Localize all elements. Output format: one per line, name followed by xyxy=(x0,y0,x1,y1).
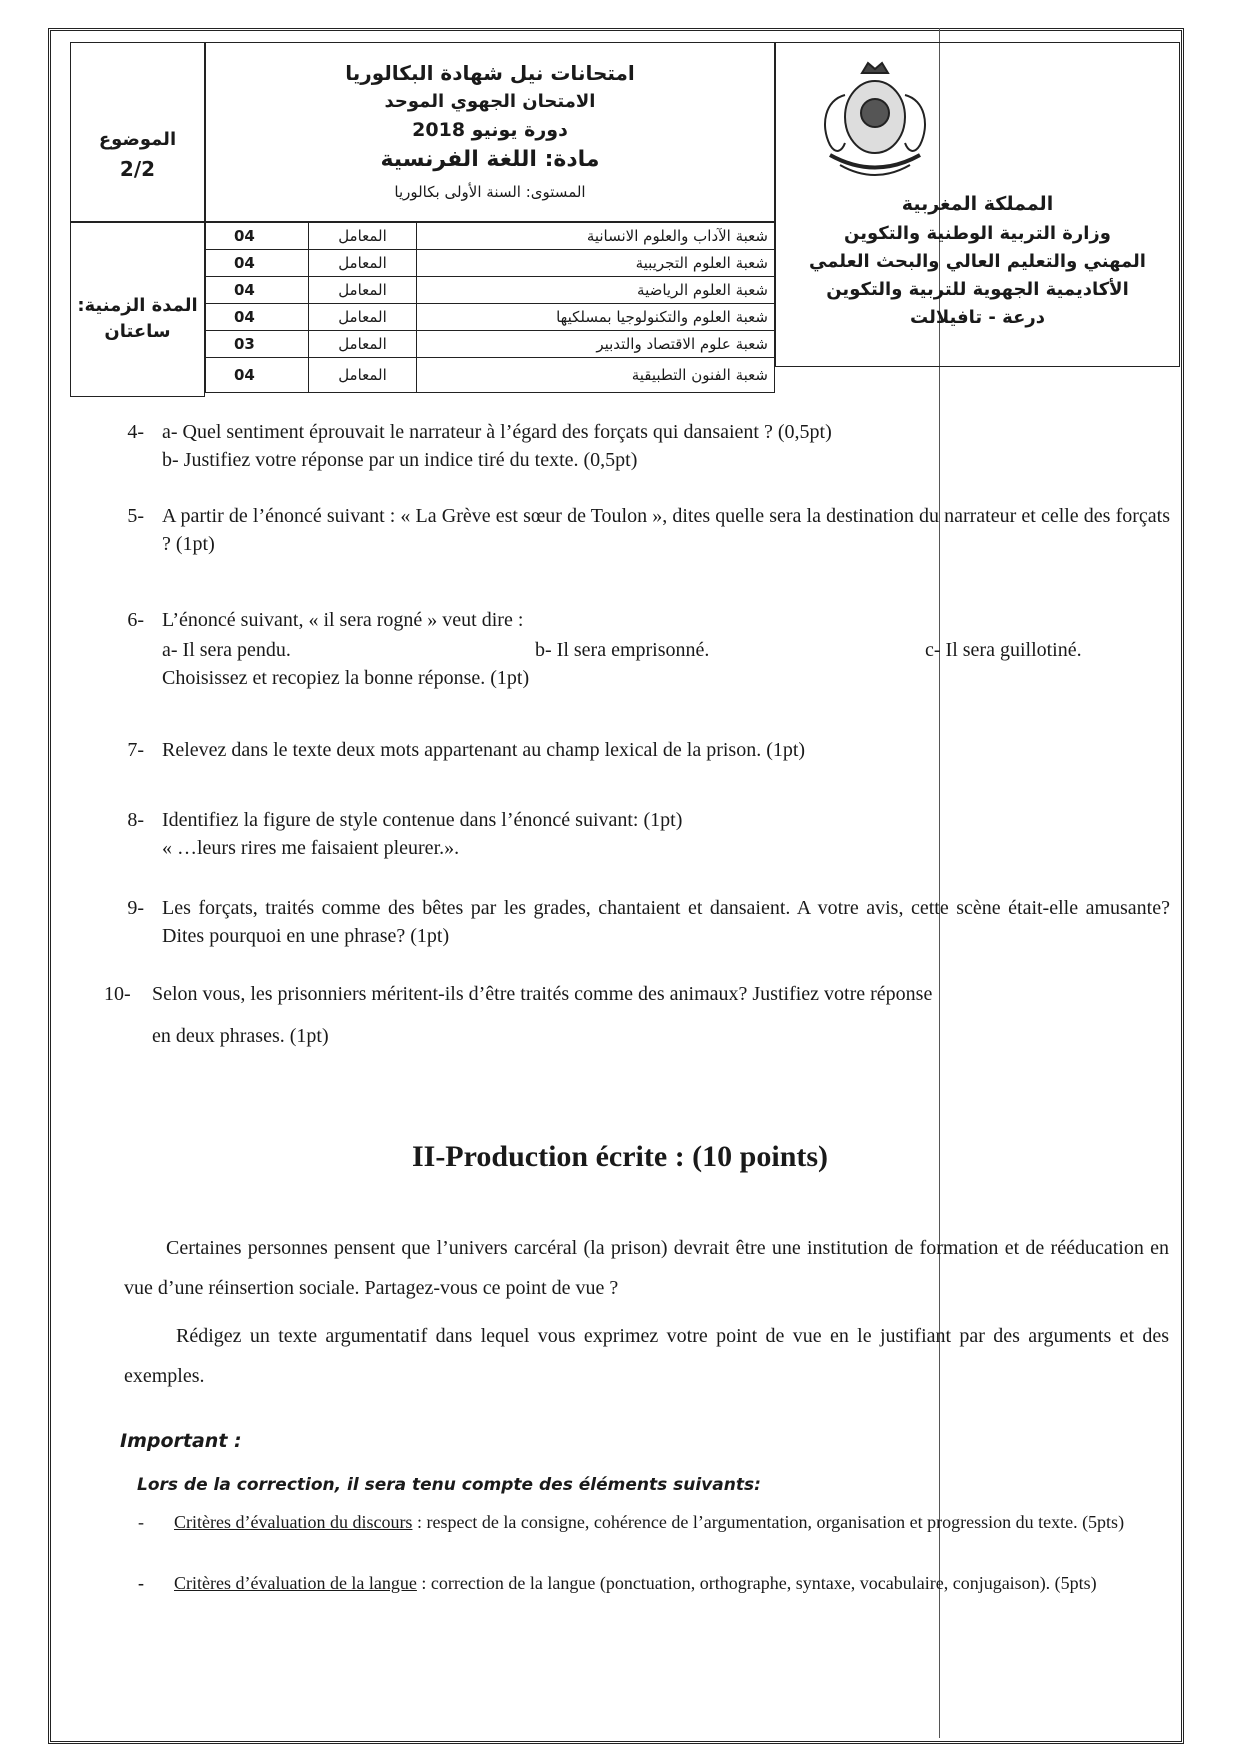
branch-name: شعبة العلوم التجريبية xyxy=(417,250,775,277)
question-5 xyxy=(0,502,1240,562)
question-text: Relevez dans le texte deux mots appartenant au champ lexical de la prison. (1pt) xyxy=(162,739,806,761)
table-row xyxy=(206,277,775,304)
exam-title-line: الامتحان الجهوي الموحد xyxy=(384,91,596,112)
subject-label: الموضوع xyxy=(98,129,177,150)
question-7 xyxy=(0,736,1240,766)
coef-value: 03 xyxy=(206,331,309,358)
org-line: المملكة المغربية xyxy=(901,193,1054,215)
branch-name: شعبة العلوم الرياضية xyxy=(417,277,775,304)
duration-value: ساعتان xyxy=(104,321,171,342)
important-title: Important : xyxy=(120,1430,242,1452)
coef-value: 04 xyxy=(206,250,309,277)
coef-label: المعامل xyxy=(309,331,417,358)
duration-box xyxy=(70,222,205,397)
question-text: A partir de l’énoncé suivant : « La Grève est sœur de Toulon », dites quelle sera la destination du narrateur et celle des forçats ? (1pt) xyxy=(162,505,1170,555)
production-paragraph: Certaines personnes pensent que l’univers carcéral (la prison) devrait être une institution de formation et de rééducation en vue d’une réinsertion sociale. Partagez-vous ce point de vue ? xyxy=(124,1237,1169,1299)
table-row xyxy=(206,304,775,331)
branch-name: شعبة علوم الاقتصاد والتدبير xyxy=(417,331,775,358)
criteria-text: : respect de la consigne, cohérence de l’argumentation, organisation et progression du texte. (5pts) xyxy=(412,1512,1125,1532)
question-instruction: Choisissez et recopiez la bonne réponse. (1pt) xyxy=(162,667,530,689)
question-number: 4- xyxy=(127,421,144,443)
production-instruction: Rédigez un texte argumentatif dans lequel vous exprimez votre point de vue en le justifiant par des arguments et des exemples. xyxy=(124,1325,1169,1387)
coef-value: 04 xyxy=(206,277,309,304)
org-line: الأكاديمية الجهوية للتربية والتكوين xyxy=(826,279,1129,300)
question-number: 10- xyxy=(104,983,131,1005)
option-a: a- Il sera pendu. xyxy=(162,639,291,661)
option-b: b- Il sera emprisonné. xyxy=(535,639,710,661)
org-line: وزارة التربية الوطنية والتكوين xyxy=(844,223,1111,244)
coef-value: 04 xyxy=(206,304,309,331)
question-4 xyxy=(0,418,1240,478)
coef-label: المعامل xyxy=(309,277,417,304)
question-text: en deux phrases. (1pt) xyxy=(152,1025,329,1047)
coef-label: المعامل xyxy=(309,358,417,393)
question-text: a- Quel sentiment éprouvait le narrateur à l’égard des forçats qui dansaient ? (0,5pt) xyxy=(162,421,832,443)
question-number: 6- xyxy=(127,609,144,631)
important-subtitle: Lors de la correction, il sera tenu compte des éléments suivants: xyxy=(137,1475,761,1495)
question-number: 5- xyxy=(127,505,144,527)
branch-name: شعبة الفنون التطبيقية xyxy=(417,358,775,393)
org-line: درعة - تافيلالت xyxy=(910,307,1045,328)
exam-subject: مادة: اللغة الفرنسية xyxy=(380,147,600,172)
table-row xyxy=(206,223,775,250)
question-number: 8- xyxy=(127,809,144,831)
table-row xyxy=(206,331,775,358)
coef-value: 04 xyxy=(206,358,309,393)
question-6 xyxy=(0,606,1240,696)
subject-page: 2/2 xyxy=(119,157,156,181)
criteria-text: : correction de la langue (ponctuation, orthographe, syntaxe, vocabulaire, conjugaison). (5pts) xyxy=(416,1573,1097,1593)
question-10 xyxy=(0,980,1240,1050)
coef-label: المعامل xyxy=(309,223,417,250)
question-text: Selon vous, les prisonniers méritent-ils d’être traités comme des animaux? Justifiez votre réponse xyxy=(152,983,933,1005)
question-9 xyxy=(0,894,1240,954)
coat-of-arms-emblem xyxy=(800,55,950,190)
question-text: Identifiez la figure de style contenue dans l’énoncé suivant: (1pt) xyxy=(162,809,683,831)
bullet: - xyxy=(138,1512,144,1532)
question-text: L’énoncé suivant, « il sera rogné » veut dire : xyxy=(162,609,524,631)
duration-label: المدة الزمنية: xyxy=(77,295,198,316)
coefficient-table xyxy=(205,222,775,393)
question-text: Les forçats, traités comme des bêtes par les grades, chantaient et dansaient. A votre avis, cette scène était-elle amusante? Dites pourquoi en une phrase? (1pt) xyxy=(162,897,1170,947)
exam-level: المستوى: السنة الأولى بكالوريا xyxy=(394,183,586,201)
criteria-item xyxy=(174,1508,1145,1537)
question-number: 7- xyxy=(127,739,144,761)
exam-title-box xyxy=(205,42,775,222)
question-8 xyxy=(0,806,1240,866)
question-number: 9- xyxy=(127,897,144,919)
table-row xyxy=(206,358,775,393)
bullet: - xyxy=(138,1573,144,1593)
exam-session: دورة يونيو 2018 xyxy=(412,119,568,141)
branch-name: شعبة العلوم والتكنولوجيا بمسلكيها xyxy=(417,304,775,331)
question-quote: « …leurs rires me faisaient pleurer.». xyxy=(162,837,460,859)
exam-title-line: امتحانات نيل شهادة البكالوريا xyxy=(345,61,635,85)
question-text: b- Justifiez votre réponse par un indice tiré du texte. (0,5pt) xyxy=(162,449,638,471)
coef-value: 04 xyxy=(206,223,309,250)
org-line: المهني والتعليم العالي والبحث العلمي xyxy=(809,251,1146,272)
subject-box xyxy=(70,42,205,222)
table-row xyxy=(206,250,775,277)
section-title: II-Production écrite : (10 points) xyxy=(411,1140,829,1173)
criteria-label: Critères d’évaluation de la langue xyxy=(174,1573,417,1593)
option-c: c- Il sera guillotiné. xyxy=(925,639,1082,661)
branch-name: شعبة الآداب والعلوم الانسانية xyxy=(417,223,775,250)
criteria-label: Critères d’évaluation du discours xyxy=(174,1512,413,1532)
exam-header xyxy=(70,42,1180,402)
coef-label: المعامل xyxy=(309,304,417,331)
coef-label: المعامل xyxy=(309,250,417,277)
criteria-item xyxy=(174,1569,1145,1598)
